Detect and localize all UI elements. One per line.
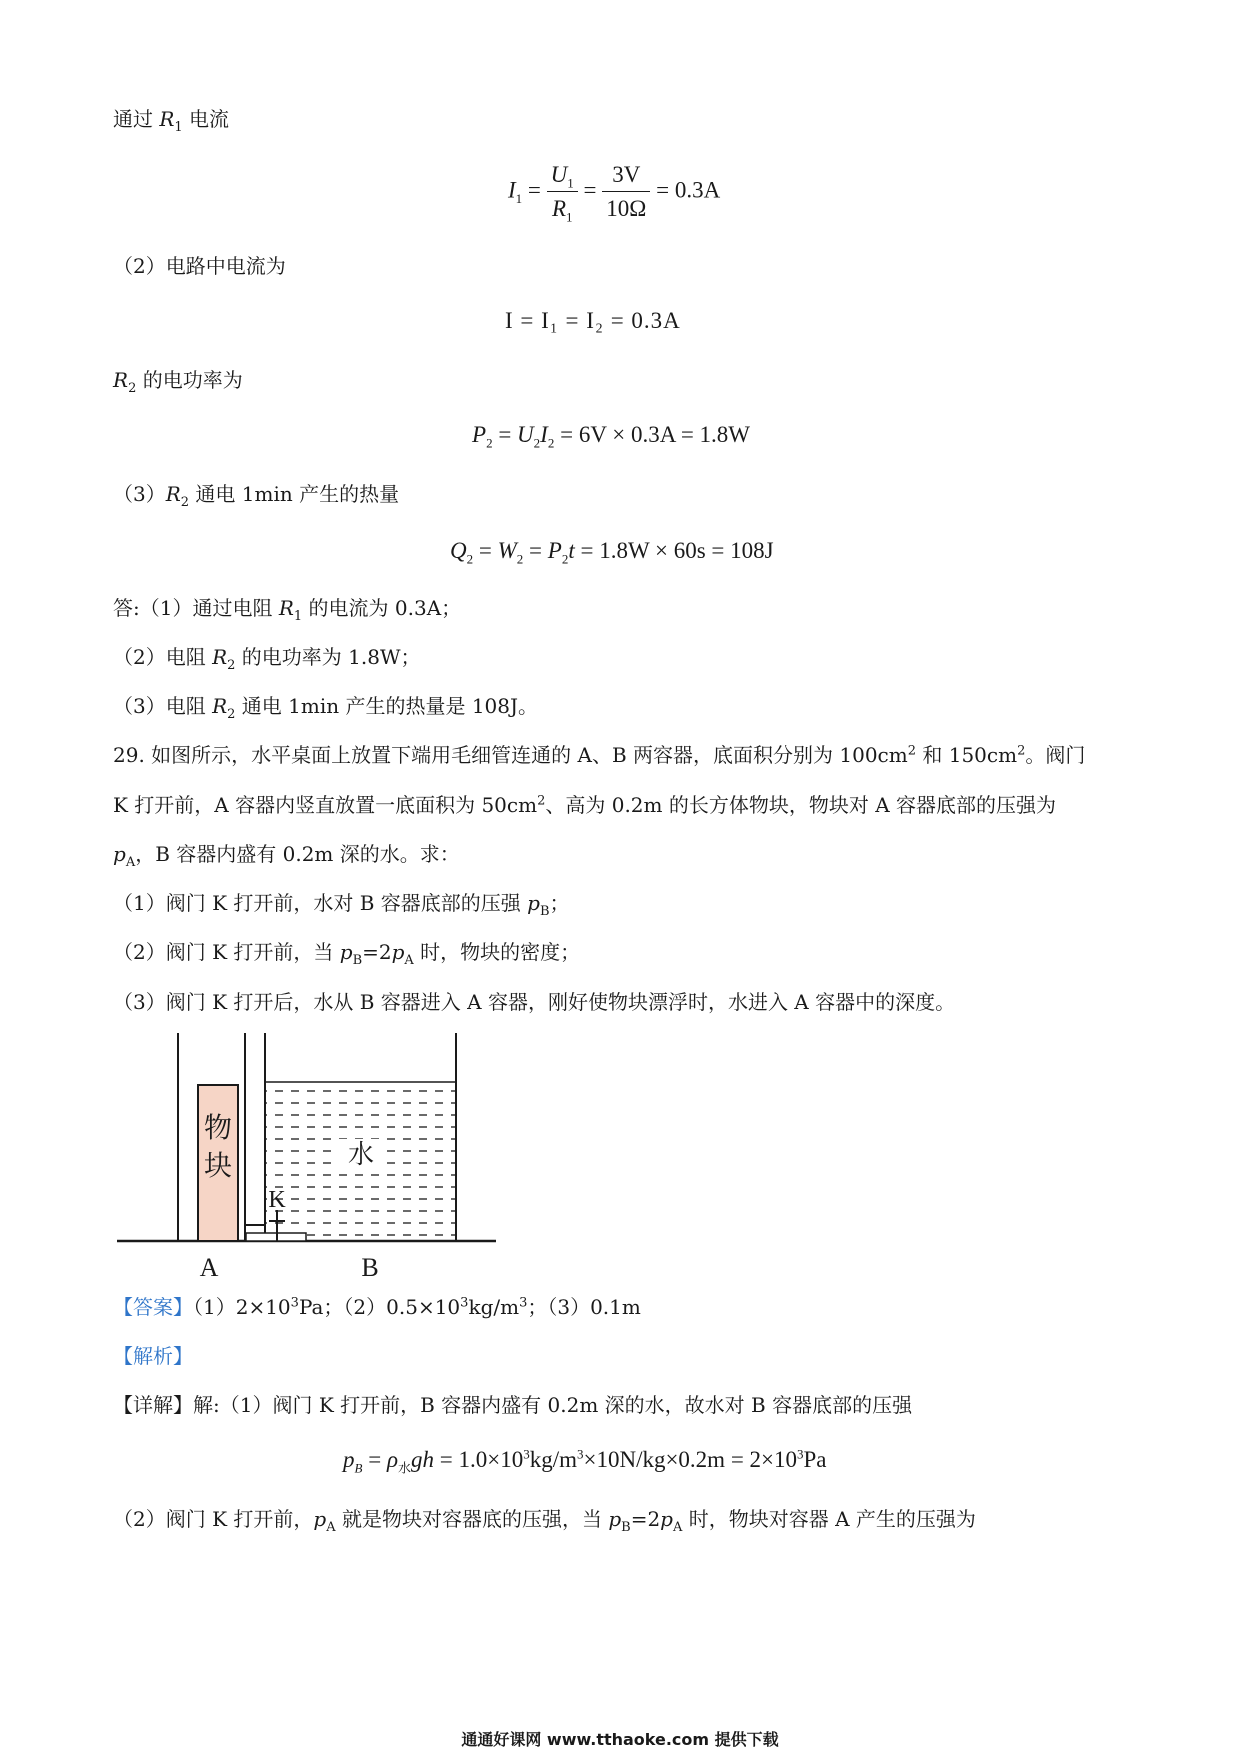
text: （1）2×10	[193, 1295, 291, 1319]
superscript: 3	[576, 1446, 584, 1462]
text: （2）电路中电流为	[113, 254, 286, 278]
fraction	[602, 160, 650, 224]
analysis-tag: 【解析】	[113, 1344, 193, 1368]
analysis-line	[113, 1342, 193, 1370]
text-line	[113, 594, 461, 622]
subscript: B	[354, 1460, 363, 1476]
text: K 打开前，A 容器内竖直放置一底面积为 50cm	[113, 793, 538, 817]
subscript: B	[352, 953, 363, 968]
detail-line	[113, 1391, 912, 1419]
text-line	[113, 938, 580, 966]
equation-pressure-b: $p_B = \rho_水gh = 1.0\times 10^3kg/m^3\times 10N/kg\times 0.2m = 2\times 10^3Pa$	[343, 1446, 827, 1476]
superscript: 2	[537, 793, 546, 809]
numerator: 3V	[602, 160, 650, 192]
text: （2）电阻	[113, 645, 213, 669]
text: 、高为 0.2m 的长方体物块，物块对 A 容器底部的压强为	[545, 793, 1057, 817]
text-line	[113, 480, 399, 508]
text: ；（3）0.1m	[527, 1295, 641, 1319]
variable: R	[212, 694, 228, 718]
subscript: 2	[180, 495, 190, 510]
subscript: 2	[561, 551, 569, 567]
equation-current-r1: $I_1$ = $\frac{U_1}{R_1}$ = $\frac{3V}{10\Omega}$ = 0.3A	[508, 162, 721, 225]
text: 的电功率为 1.8W；	[235, 645, 421, 669]
variable: I	[540, 422, 548, 447]
variable: U	[517, 422, 534, 447]
text-line	[113, 889, 570, 917]
text: 和 150cm	[916, 743, 1018, 767]
water-label: 水	[347, 1140, 375, 1169]
variable: ρ	[386, 1447, 398, 1472]
superscript: 3	[797, 1446, 804, 1462]
text-line	[113, 741, 1085, 769]
variable: P	[547, 538, 562, 563]
subscript: A	[125, 855, 136, 870]
text: 的电功率为	[136, 368, 243, 392]
subscript: 2	[547, 435, 555, 451]
denominator: 10Ω	[606, 196, 647, 221]
text: （3）	[113, 482, 166, 506]
superscript: 2	[907, 743, 916, 759]
text-line	[113, 791, 1056, 819]
variable: R	[278, 596, 294, 620]
text: 通过	[113, 107, 160, 131]
block-label: 物	[203, 1113, 233, 1144]
subscript: 1	[567, 175, 574, 191]
text: Pa；（2）0.5×10	[298, 1295, 461, 1319]
subscript: 2	[227, 658, 236, 673]
result: = 0.3A	[656, 177, 721, 203]
subscript: 1	[566, 209, 573, 225]
subscript: A	[672, 1520, 683, 1535]
variable: p	[391, 940, 405, 964]
variable: R	[159, 107, 175, 131]
text: =2	[630, 1507, 661, 1531]
text-line	[113, 366, 243, 394]
variable: gh	[411, 1447, 434, 1472]
variable: R	[165, 482, 181, 506]
variable: R	[113, 368, 129, 392]
variable: p	[339, 940, 353, 964]
text: （2）阀门 K 打开前，	[113, 1507, 314, 1531]
text: （2）阀门 K 打开前，当	[113, 940, 340, 964]
subscript: 2	[533, 435, 541, 451]
subscript: 1	[293, 609, 303, 624]
subscript: 2	[466, 551, 474, 567]
variable: R	[551, 196, 566, 221]
text: 就是物块对容器底的压强，当	[335, 1507, 609, 1531]
page-footer: 通通好课网 www.tthaoke.com 提供下载	[461, 1730, 779, 1749]
variable: p	[313, 1507, 327, 1531]
detail-tag: 【详解】	[113, 1393, 193, 1417]
block-label: 块	[203, 1151, 233, 1182]
text-line	[113, 105, 229, 133]
equation-text: kg/m	[529, 1447, 577, 1472]
subscript: A	[326, 1520, 336, 1535]
text: =2	[362, 940, 392, 964]
text: 通电 1min 产生的热量是 108J。	[235, 694, 539, 718]
subscript: A	[404, 953, 414, 968]
subscript: 水	[397, 1460, 411, 1476]
subscript: 2	[486, 435, 493, 451]
text: （3）电阻	[113, 694, 213, 718]
containers-diagram	[113, 1025, 513, 1285]
subscript: 2	[128, 381, 137, 396]
variable: t	[568, 538, 575, 563]
text: 答:（1）通过电阻	[113, 596, 279, 620]
superscript: 2	[1017, 743, 1026, 759]
text: 。阀门	[1025, 743, 1086, 767]
subscript: 2	[516, 551, 524, 567]
text: 电流	[182, 107, 230, 131]
text: ，B 容器内盛有 0.2m 深的水。求：	[135, 842, 460, 866]
variable: W	[497, 538, 517, 563]
equation-series-current	[505, 306, 681, 336]
text-line	[113, 1505, 976, 1533]
equation-text: ×10N/kg×0.2m = 2×10	[583, 1447, 798, 1472]
text: 时，物块的密度；	[413, 940, 581, 964]
subscript: 1	[515, 190, 523, 206]
answer-line	[113, 1293, 641, 1321]
container-a-label: A	[199, 1253, 219, 1282]
text-line	[113, 692, 538, 720]
text: 解:（1）阀门 K 打开前，B 容器内盛有 0.2m 深的水，故水对 B 容器底部的压强	[193, 1393, 913, 1417]
equation-text: Pa	[803, 1447, 827, 1472]
text-line	[113, 252, 286, 280]
text: 的电流为 0.3A；	[302, 596, 462, 620]
variable: p	[343, 1447, 355, 1472]
equation-power-r2: $P_2 = U_2I_2 = 6V \times 0.3A = 1.8W$	[472, 422, 751, 451]
text: （1）阀门 K 打开前，水对 B 容器底部的压强	[113, 891, 528, 915]
text: 通电 1min 产生的热量	[189, 482, 400, 506]
superscript: 3	[519, 1295, 528, 1311]
superscript: 3	[523, 1446, 530, 1462]
text: 29. 如图所示，水平桌面上放置下端用毛细管连通的 A、B 两容器，底面积分别为 100cm	[113, 743, 908, 767]
superscript: 3	[290, 1295, 299, 1311]
equation-text: = 1.8W × 60s = 108J	[574, 538, 774, 563]
text-line	[113, 840, 460, 868]
subscript: 1	[174, 120, 183, 135]
fraction	[547, 160, 578, 224]
equation-text: I = I₁ = I₂ = 0.3A	[505, 308, 681, 333]
variable: P	[472, 422, 487, 447]
variable: Q	[450, 538, 467, 563]
superscript: 3	[460, 1295, 469, 1311]
answer-tag: 【答案】	[113, 1295, 193, 1319]
variable: p	[660, 1507, 673, 1531]
text: （3）阀门 K 打开后，水从 B 容器进入 A 容器，刚好使物块漂浮时，水进入 A 容器中的深度。	[113, 990, 956, 1014]
valve-label: K	[268, 1187, 286, 1213]
variable: p	[608, 1507, 622, 1531]
container-b-label: B	[361, 1253, 379, 1282]
equation-text: = 1.0×10	[434, 1447, 524, 1472]
subscript: B	[621, 1520, 631, 1535]
text: 时，物块对容器 A 产生的压强为	[682, 1507, 976, 1531]
variable: p	[113, 842, 126, 866]
equation-heat-r2: $Q_2 = W_2 = P_2t = 1.8W \times 60s = 108J$	[450, 538, 774, 567]
text-line	[113, 643, 421, 671]
text: kg/m	[468, 1295, 520, 1319]
text-line	[113, 988, 955, 1016]
variable: R	[212, 645, 228, 669]
subscript: 2	[227, 707, 236, 722]
variable: p	[527, 891, 540, 915]
equation-text: = 6V × 0.3A = 1.8W	[554, 422, 751, 447]
variable: I	[508, 177, 516, 203]
text: ；	[549, 891, 570, 915]
subscript: B	[539, 904, 550, 919]
variable: U	[550, 162, 568, 187]
